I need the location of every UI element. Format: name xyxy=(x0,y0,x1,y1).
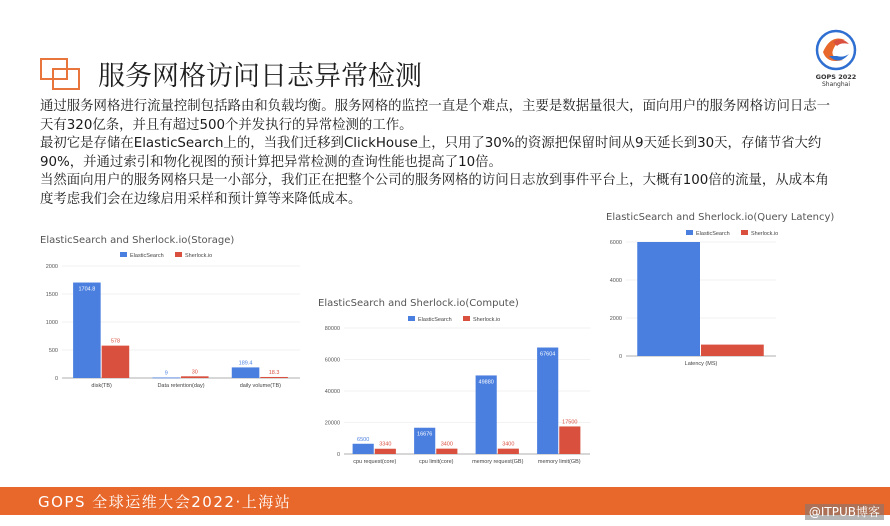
footer-text: GOPS 全球运维大会2022·上海站 xyxy=(38,493,292,511)
x-tick-label: cpu limit(core) xyxy=(418,459,454,465)
title-decor-icon xyxy=(40,58,80,90)
y-tick-label: 500 xyxy=(48,348,58,354)
data-label: 9 xyxy=(164,370,168,377)
bar-sherlock-2 xyxy=(260,377,288,378)
y-tick-label: 0 xyxy=(54,376,58,382)
y-tick-label: 80000 xyxy=(324,326,340,332)
data-label: 3340 xyxy=(379,441,392,448)
y-tick-label: 1500 xyxy=(45,292,58,298)
data-label: 3400 xyxy=(440,441,453,448)
bar-sherlock-0 xyxy=(375,449,396,454)
watermark-text: @ITPUB博客 xyxy=(805,504,884,520)
legend-label-0: ElasticSearch xyxy=(696,231,730,237)
legend-swatch-0 xyxy=(408,316,415,321)
legend-label-0: ElasticSearch xyxy=(418,317,452,323)
bar-elasticsearch-0 xyxy=(353,444,374,454)
data-label: 578 xyxy=(110,338,121,345)
latency-chart-title: ElasticSearch and Sherlock.io(Query Latency) xyxy=(606,212,835,223)
bar-elasticsearch-0 xyxy=(637,242,700,356)
watermark xyxy=(805,503,884,520)
y-tick-label: 0 xyxy=(336,452,340,458)
y-tick-label: 1000 xyxy=(45,320,58,326)
bar-elasticsearch-0 xyxy=(73,283,101,378)
gops-logo xyxy=(806,28,866,98)
latency-chart xyxy=(596,226,836,376)
paragraph-2: 最初它是存储在ElasticSearch上的，当我们迁移到ClickHouse上，只用了30%的资源把保留时间从9天延长到30天，存储节省大约90%，并通过索引和物化视图的预计算把异常检测的查询性能也提高了10倍。 xyxy=(40,136,822,170)
legend-label-0: ElasticSearch xyxy=(130,253,164,259)
bar-sherlock-2 xyxy=(498,449,519,454)
bar-elasticsearch-2 xyxy=(476,375,497,454)
y-tick-label: 40000 xyxy=(324,389,340,395)
gops-logo-icon xyxy=(813,28,859,72)
y-tick-label: 0 xyxy=(618,354,622,360)
data-label: 49880 xyxy=(478,379,494,386)
data-label: 30 xyxy=(191,369,198,376)
y-tick-label: 60000 xyxy=(324,357,340,364)
data-label: 189.4 xyxy=(238,360,253,367)
x-tick-label: Latency (MS) xyxy=(684,361,718,367)
bar-elasticsearch-2 xyxy=(232,367,260,378)
legend-label-1: Sherlock.io xyxy=(473,317,501,323)
y-tick-label: 4000 xyxy=(609,278,622,284)
data-label: 3400 xyxy=(502,441,515,448)
data-label: 67604 xyxy=(540,351,556,358)
x-tick-label: memory limit(GB) xyxy=(537,459,581,465)
bar-elasticsearch-1 xyxy=(152,377,180,378)
bar-sherlock-0 xyxy=(701,345,764,356)
x-tick-label: Data retention(day) xyxy=(157,383,205,389)
data-label: 1704.8 xyxy=(78,286,96,293)
storage-chart xyxy=(30,248,310,398)
y-tick-label: 2000 xyxy=(45,264,58,270)
logo-text-line1: GOPS 2022 xyxy=(815,73,857,81)
legend-label-1: Sherlock.io xyxy=(751,231,779,237)
bar-sherlock-1 xyxy=(181,376,209,378)
storage-chart-title: ElasticSearch and Sherlock.io(Storage) xyxy=(40,235,235,246)
compute-chart xyxy=(308,312,598,472)
footer-bar xyxy=(0,487,890,515)
bar-sherlock-0 xyxy=(102,346,130,378)
bar-elasticsearch-3 xyxy=(537,348,558,454)
x-tick-label: cpu request(core) xyxy=(353,459,397,465)
logo-text-line2: Shanghai xyxy=(821,81,851,88)
bar-sherlock-3 xyxy=(559,426,580,454)
legend-swatch-1 xyxy=(463,316,470,321)
data-label: 17500 xyxy=(562,419,578,426)
x-tick-label: disk(TB) xyxy=(91,383,112,389)
data-label: 16676 xyxy=(417,431,433,438)
y-tick-label: 6000 xyxy=(609,240,622,246)
bar-sherlock-1 xyxy=(436,449,457,454)
legend-swatch-1 xyxy=(741,230,748,235)
legend-swatch-1 xyxy=(175,252,182,257)
y-tick-label: 20000 xyxy=(324,420,340,427)
y-tick-label: 2000 xyxy=(609,316,622,322)
legend-swatch-0 xyxy=(120,252,127,257)
paragraph-1: 通过服务网格进行流量控制包括路由和负载均衡。服务网格的监控一直是个难点，主要是数据量很大，面向用户的服务网格访问日志一天有320亿条，并且有超过500个并发执行的异常检测的工作。 xyxy=(40,99,831,133)
data-label: 18.3 xyxy=(268,369,280,376)
x-tick-label: memory request(GB) xyxy=(472,459,524,465)
x-tick-label: daily volume(TB) xyxy=(239,383,281,389)
page-title: 服务网格访问日志异常检测 xyxy=(98,61,422,92)
body-text xyxy=(40,98,840,210)
data-label: 6500 xyxy=(357,436,370,443)
legend-label-1: Sherlock.io xyxy=(185,253,213,259)
paragraph-3: 当然面向用户的服务网格只是一小部分，我们正在把整个公司的服务网格的访问日志放到事件平台上，大概有100倍的流量，从成本角度考虑我们会在边缘启用采样和预计算等来降低成本。 xyxy=(40,173,829,207)
compute-chart-title: ElasticSearch and Sherlock.io(Compute) xyxy=(318,298,519,309)
legend-swatch-0 xyxy=(686,230,693,235)
